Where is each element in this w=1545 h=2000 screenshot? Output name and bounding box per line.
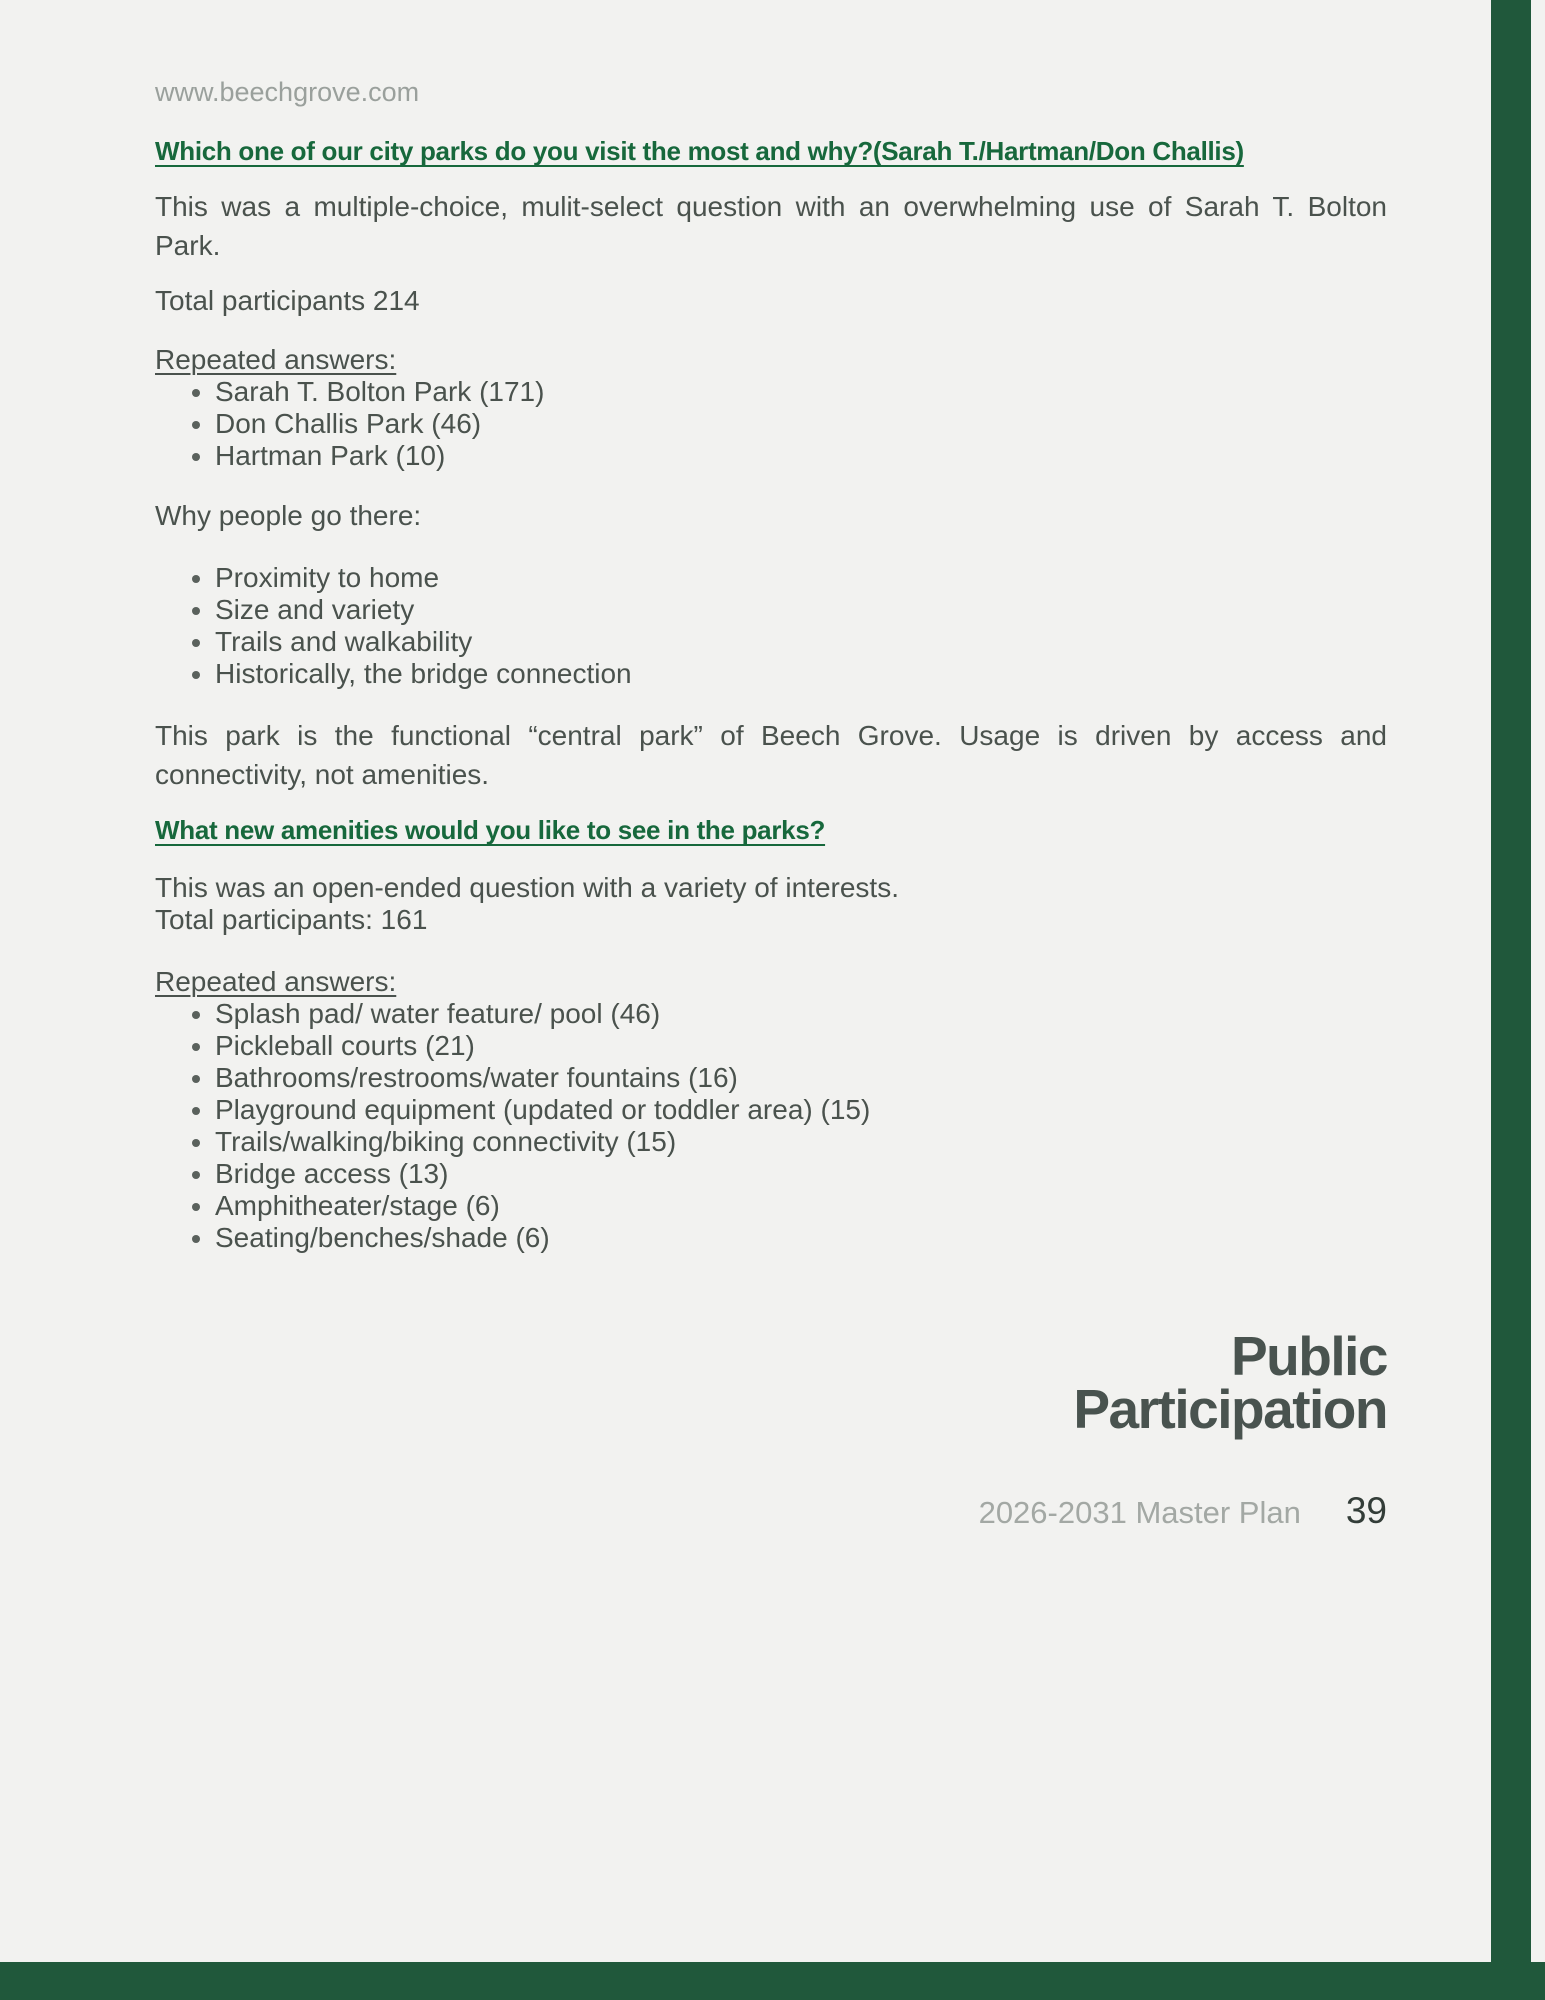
why-people-go-label: Why people go there: (155, 500, 422, 531)
new-amenities-total-participants: Total participants: 161 (155, 904, 428, 935)
question-heading-parks-visited: Which one of our city parks do you visit the most and why?(Sarah T./Hartman/Don Challis) (155, 136, 1244, 166)
new-amenities-intro: This was an open-ended question with a variety of interests. (155, 872, 899, 903)
repeated-answer-item: • Splash pad/ water feature/ pool (46) (215, 998, 1387, 1030)
new-amenities-intro-block (155, 872, 1387, 936)
why-reason-item: • Historically, the bridge connection (215, 658, 1387, 690)
new-amenities-repeated-answers-label: Repeated answers: (155, 966, 397, 997)
repeated-answer-item: • Pickleball courts (21) (215, 1030, 1387, 1062)
parks-visited-intro: This was a multiple-choice, mulit-select question with an overwhelming use of Sarah T. Bolton Park. (155, 191, 1387, 261)
parks-visited-conclusion: This park is the functional “central park” of Beech Grove. Usage is driven by access and connectivity, not amenities. (155, 720, 1387, 790)
repeated-answer-item: • Playground equipment (updated or toddler area) (15) (215, 1094, 1387, 1126)
repeated-answer-item: • Don Challis Park (46) (215, 408, 1387, 440)
why-reason-item: • Proximity to home (215, 562, 1387, 594)
repeated-answer-item: • Trails/walking/biking connectivity (15) (215, 1126, 1387, 1158)
repeated-answer-item: • Sarah T. Bolton Park (171) (215, 376, 1387, 408)
repeated-answer-item: • Hartman Park (10) (215, 440, 1387, 472)
repeated-answer-item: • Bathrooms/restrooms/water fountains (16) (215, 1062, 1387, 1094)
page-content (155, 0, 1387, 1254)
footer-section-title (1073, 1325, 1387, 1440)
parks-visited-total-participants: Total participants 214 (155, 285, 420, 316)
why-reason-item: • Trails and walkability (215, 626, 1387, 658)
repeated-answer-item: • Bridge access (13) (215, 1158, 1387, 1190)
right-accent-bar (1491, 0, 1531, 2000)
repeated-answer-item: • Amphitheater/stage (6) (215, 1190, 1387, 1222)
website-url: www.beechgrove.com (155, 77, 420, 107)
why-reason-item: • Size and variety (215, 594, 1387, 626)
footer-title-line2: Participation (1073, 1378, 1387, 1440)
new-amenities-repeated-answers-list (155, 998, 1387, 1254)
question-heading-new-amenities: What new amenities would you like to see in the parks? (155, 815, 826, 845)
parks-visited-repeated-answers-list (155, 376, 1387, 472)
repeated-answer-item: • Seating/benches/shade (6) (215, 1222, 1387, 1254)
bottom-accent-bar (0, 1962, 1545, 2000)
master-plan-label: 2026-2031 Master Plan (978, 1495, 1301, 1530)
page-number: 39 (1345, 1490, 1387, 1531)
parks-visited-repeated-answers-label: Repeated answers: (155, 344, 397, 375)
why-people-go-list (155, 562, 1387, 690)
footer-title-line1: Public (1230, 1325, 1387, 1387)
footer-meta (979, 1490, 1387, 1532)
